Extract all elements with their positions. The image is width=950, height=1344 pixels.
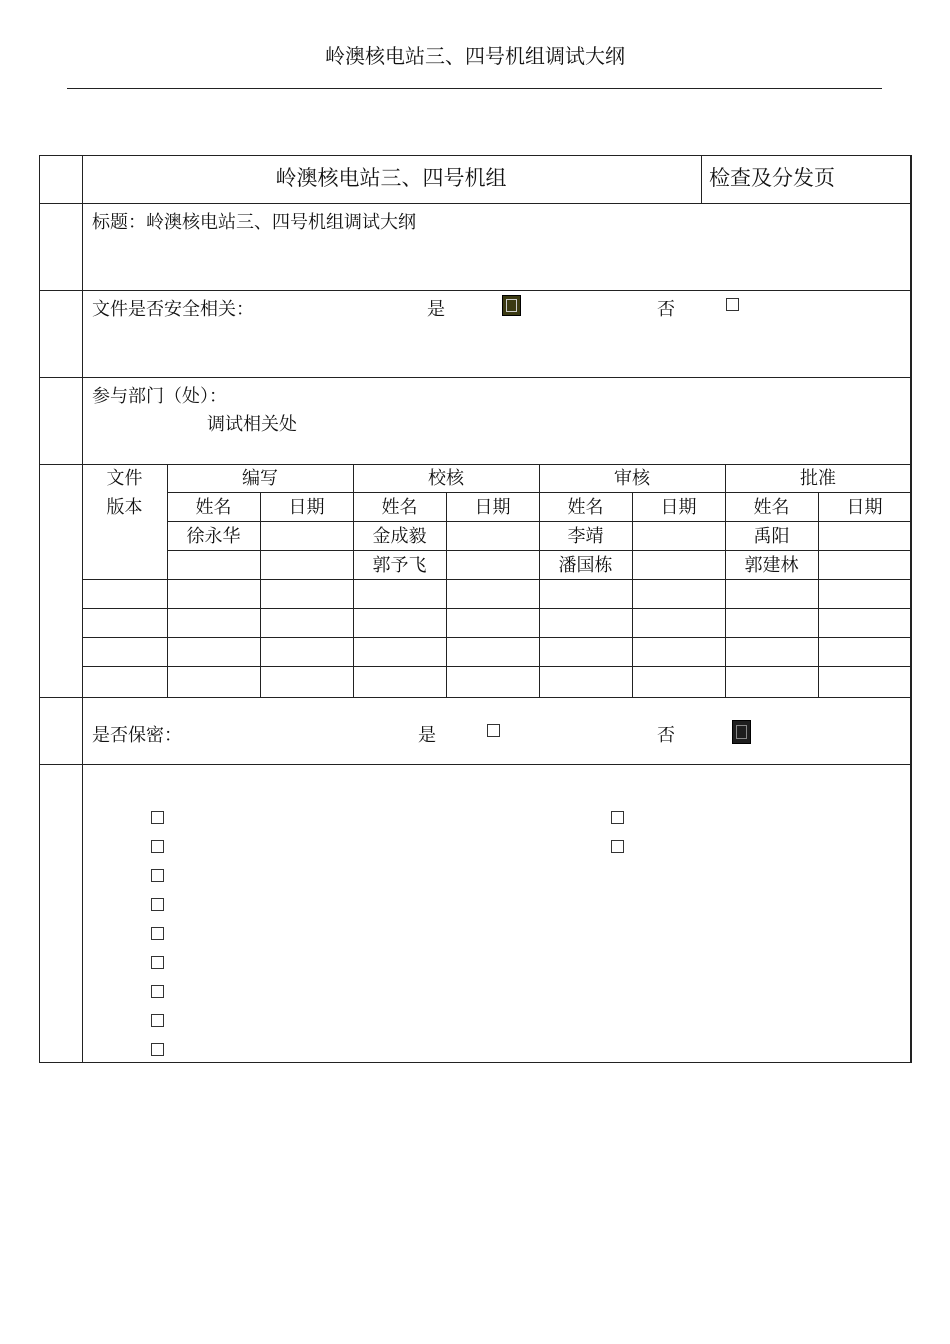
row-divider-2 bbox=[40, 290, 911, 291]
table-line bbox=[818, 492, 819, 697]
group-header-review: 审核 bbox=[614, 468, 650, 489]
checker-name: 金成毅 bbox=[372, 526, 427, 547]
distribution-checkbox[interactable] bbox=[611, 840, 624, 853]
row-divider-1 bbox=[40, 203, 911, 204]
sub-header-date: 日期 bbox=[660, 497, 697, 518]
distribution-checkbox[interactable] bbox=[151, 927, 164, 940]
distribution-checkbox[interactable] bbox=[611, 811, 624, 824]
table-line bbox=[82, 608, 911, 609]
sub-header-date: 日期 bbox=[846, 497, 883, 518]
row-divider-6 bbox=[40, 764, 911, 765]
row-divider-5 bbox=[40, 697, 911, 698]
distribution-checkbox[interactable] bbox=[151, 1014, 164, 1027]
group-header-check: 校核 bbox=[428, 468, 464, 489]
safety-related-label: 文件是否安全相关： bbox=[92, 299, 254, 320]
safety-no-label: 否 bbox=[657, 299, 675, 320]
sub-header-name: 姓名 bbox=[753, 497, 790, 518]
table-line bbox=[446, 492, 447, 697]
reviewer-name: 潘国栋 bbox=[558, 555, 613, 576]
sub-header-name: 姓名 bbox=[381, 497, 418, 518]
distribution-checkbox[interactable] bbox=[151, 956, 164, 969]
table-line bbox=[632, 492, 633, 697]
approver-name: 郭建林 bbox=[744, 555, 799, 576]
confidential-yes-label: 是 bbox=[418, 725, 436, 746]
departments-label: 参与部门（处）： bbox=[92, 386, 227, 407]
distribution-checkbox[interactable] bbox=[151, 985, 164, 998]
reviewer-name: 李靖 bbox=[567, 526, 604, 547]
header-rule bbox=[67, 88, 882, 89]
safety-yes-checkbox[interactable] bbox=[502, 295, 521, 316]
page-header-title: 岭澳核电站三、四号机组调试大纲 bbox=[325, 44, 625, 68]
confidential-yes-checkbox[interactable] bbox=[487, 724, 500, 737]
approver-name: 禹阳 bbox=[753, 526, 790, 547]
sub-header-date: 日期 bbox=[288, 497, 325, 518]
distribution-checkbox[interactable] bbox=[151, 1043, 164, 1056]
sub-header-date: 日期 bbox=[474, 497, 511, 518]
confidential-label: 是否保密： bbox=[92, 725, 182, 746]
unit-name: 岭澳核电站三、四号机组 bbox=[275, 166, 507, 190]
group-header-write: 编写 bbox=[242, 468, 278, 489]
table-line bbox=[82, 666, 911, 667]
version-header-line2: 版本 bbox=[106, 497, 143, 518]
departments-value: 调试相关处 bbox=[207, 414, 297, 435]
distribution-checkbox[interactable] bbox=[151, 869, 164, 882]
distribution-checkbox[interactable] bbox=[151, 811, 164, 824]
version-header-line1: 文件 bbox=[106, 468, 143, 489]
sub-header-name: 姓名 bbox=[195, 497, 232, 518]
page-type-label: 检查及分发页 bbox=[709, 166, 835, 190]
safety-yes-label: 是 bbox=[427, 299, 445, 320]
group-header-approve: 批准 bbox=[800, 468, 836, 489]
sub-header-name: 姓名 bbox=[567, 497, 604, 518]
confidential-no-checkbox[interactable] bbox=[732, 720, 751, 744]
safety-no-checkbox[interactable] bbox=[726, 298, 739, 311]
approval-table bbox=[82, 464, 911, 697]
document-title-field: 标题：岭澳核电站三、四号机组调试大纲 bbox=[92, 212, 416, 233]
row-divider-3 bbox=[40, 377, 911, 378]
distribution-checkbox[interactable] bbox=[151, 898, 164, 911]
table-line bbox=[260, 492, 261, 697]
confidential-no-label: 否 bbox=[657, 725, 675, 746]
table-line bbox=[82, 637, 911, 638]
checker-name: 郭予飞 bbox=[372, 555, 427, 576]
writer-name: 徐永华 bbox=[186, 526, 241, 547]
distribution-checkbox[interactable] bbox=[151, 840, 164, 853]
top-row-divider bbox=[701, 156, 702, 203]
